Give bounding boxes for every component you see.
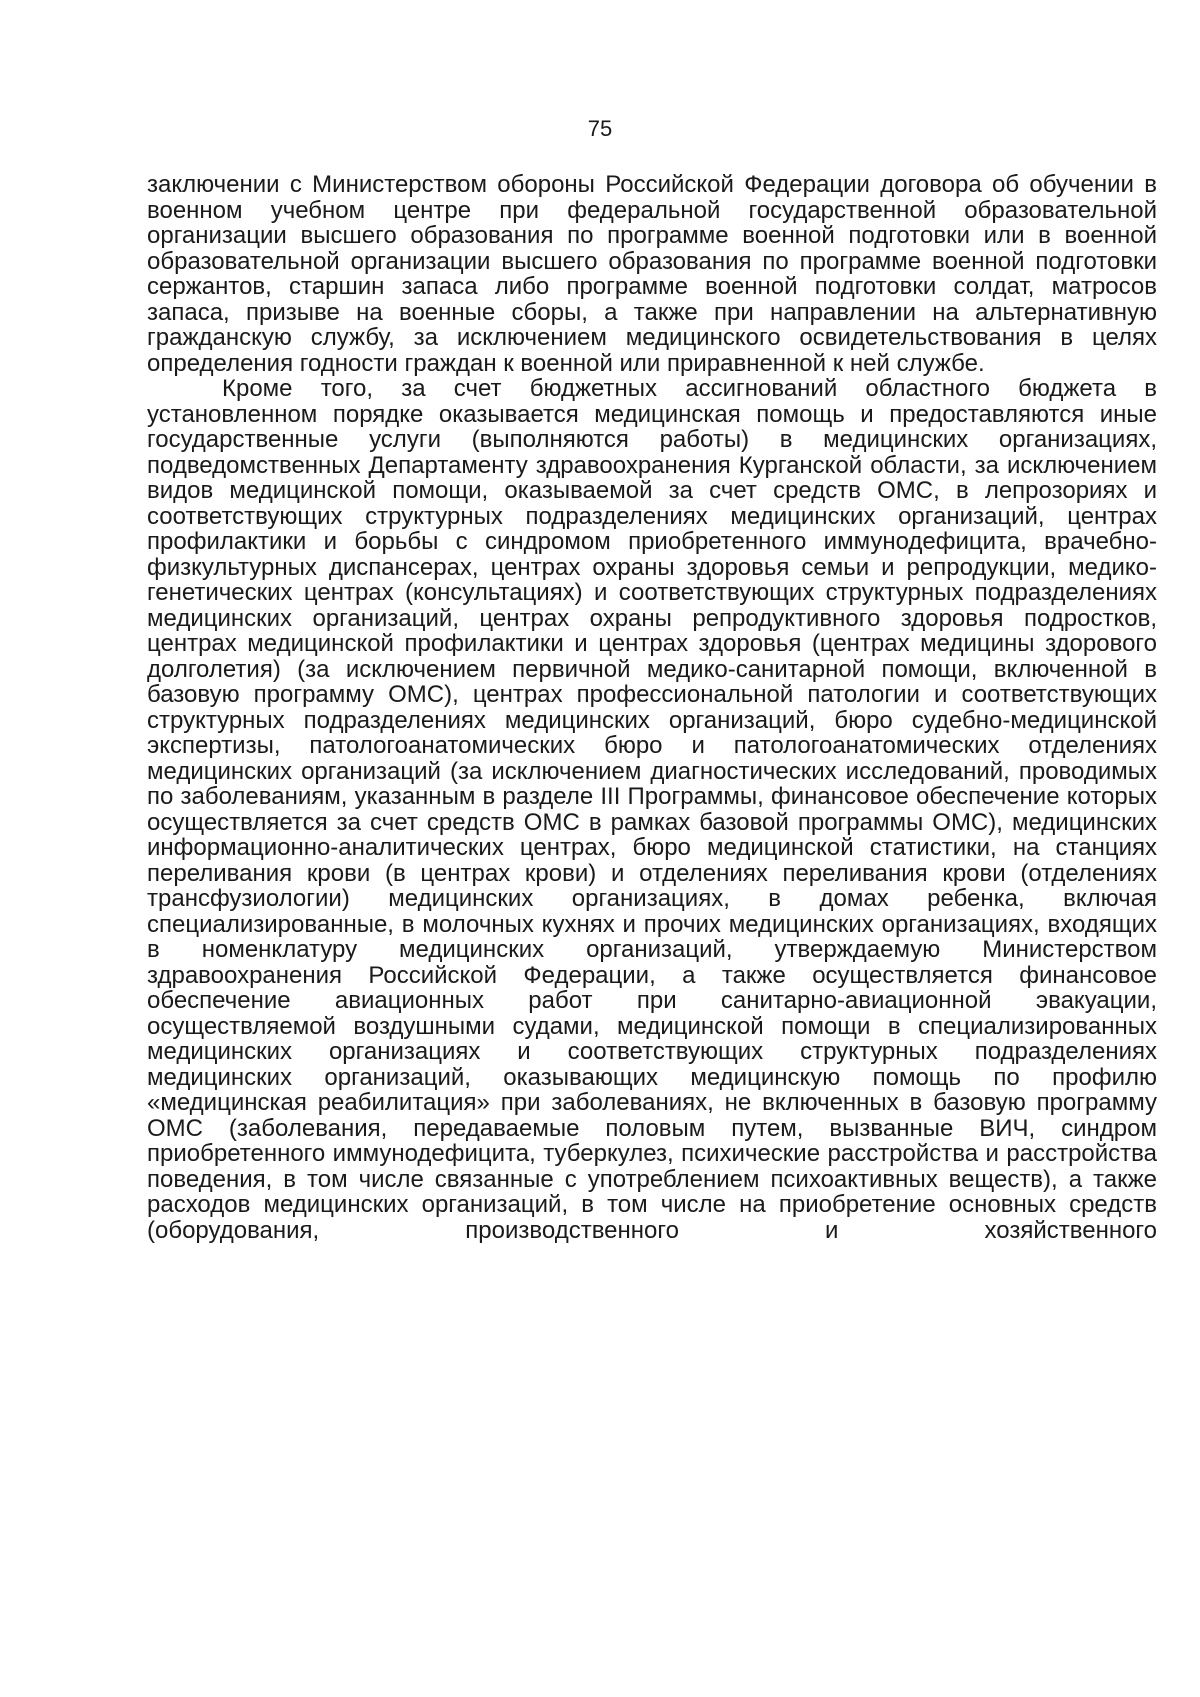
document-body [147, 172, 1157, 1243]
page-number: 75 [587, 116, 613, 141]
paragraph-funding: Кроме того, за счет бюджетных ассигнований областного бюджета в установленном порядке оказывается медицинская помощь и предоставляются иные государственные услуги (выполняются работы) в медицинских организациях, подведомственных Департаменту здравоохранения Курганской области, за исключением видов медицинской помощи, оказываемой за счет средств ОМС, в лепрозориях и соответствующих структурных подразделениях медицинских организаций, центрах профилактики и борьбы с синдромом приобретенного иммунодефицита, врачебно-физкультурных диспансерах, центрах охраны здоровья семьи и репродукции, медико-генетических центрах (консультациях) и соответствующих структурных подразделениях медицинских организаций, центрах охраны репродуктивного здоровья подростков, центрах медицинской профилактики и центрах здоровья (центрах медицины здорового долголетия) (за исключением первичной медико-санитарной помощи, включенной в базовую программу ОМС), центрах профессиональной патологии и соответствующих структурных подразделениях медицинских организаций, бюро судебно-медицинской экспертизы, патологоанатомических бюро и патологоанатомических отделениях медицинских организаций (за исключением диагностических исследований, проводимых по заболеваниям, указанным в разделе III Программы, финансовое обеспечение которых осуществляется за счет средств ОМС в рамках базовой программы ОМС), медицинских информационно-аналитических центрах, бюро медицинской статистики, на станциях переливания крови (в центрах крови) и отделениях переливания крови (отделениях трансфузиологии) медицинских организациях, в домах ребенка, включая специализированные, в молочных кухнях и прочих медицинских организациях, входящих в номенклатуру медицинских организаций, утверждаемую Министерством здравоохранения Российской Федерации, а также осуществляется финансовое обеспечение авиационных работ при санитарно-авиационной эвакуации, осуществляемой воздушными судами, медицинской помощи в специализированных медицинских организациях и соответствующих структурных подразделениях медицинских организаций, оказывающих медицинскую помощь по профилю «медицинская реабилитация» при заболеваниях, не включенных в базовую программу ОМС (заболевания, передаваемые половым путем, вызванные ВИЧ, синдром приобретенного иммунодефицита, туберкулез, психические расстройства и расстройства поведения, в том числе связанные с употреблением психоактивных веществ), а также расходов медицинских организаций, в том числе на приобретение основных средств (оборудования, производственного и хозяйственного [147, 375, 1157, 1244]
paragraph-continuation: заключении с Министерством обороны Российской Федерации договора об обучении в военном учебном центре при федеральной государственной образовательной организации высшего образования по программе военной подготовки или в военной образовательной организации высшего образования по программе военной подготовки сержантов, старшин запаса либо программе военной подготовки солдат, матросов запаса, призыве на военные сборы, а также при направлении на альтернативную гражданскую службу, за исключением медицинского освидетельствования в целях определения годности граждан к военной или приравненной к ней службе. [147, 171, 1157, 377]
